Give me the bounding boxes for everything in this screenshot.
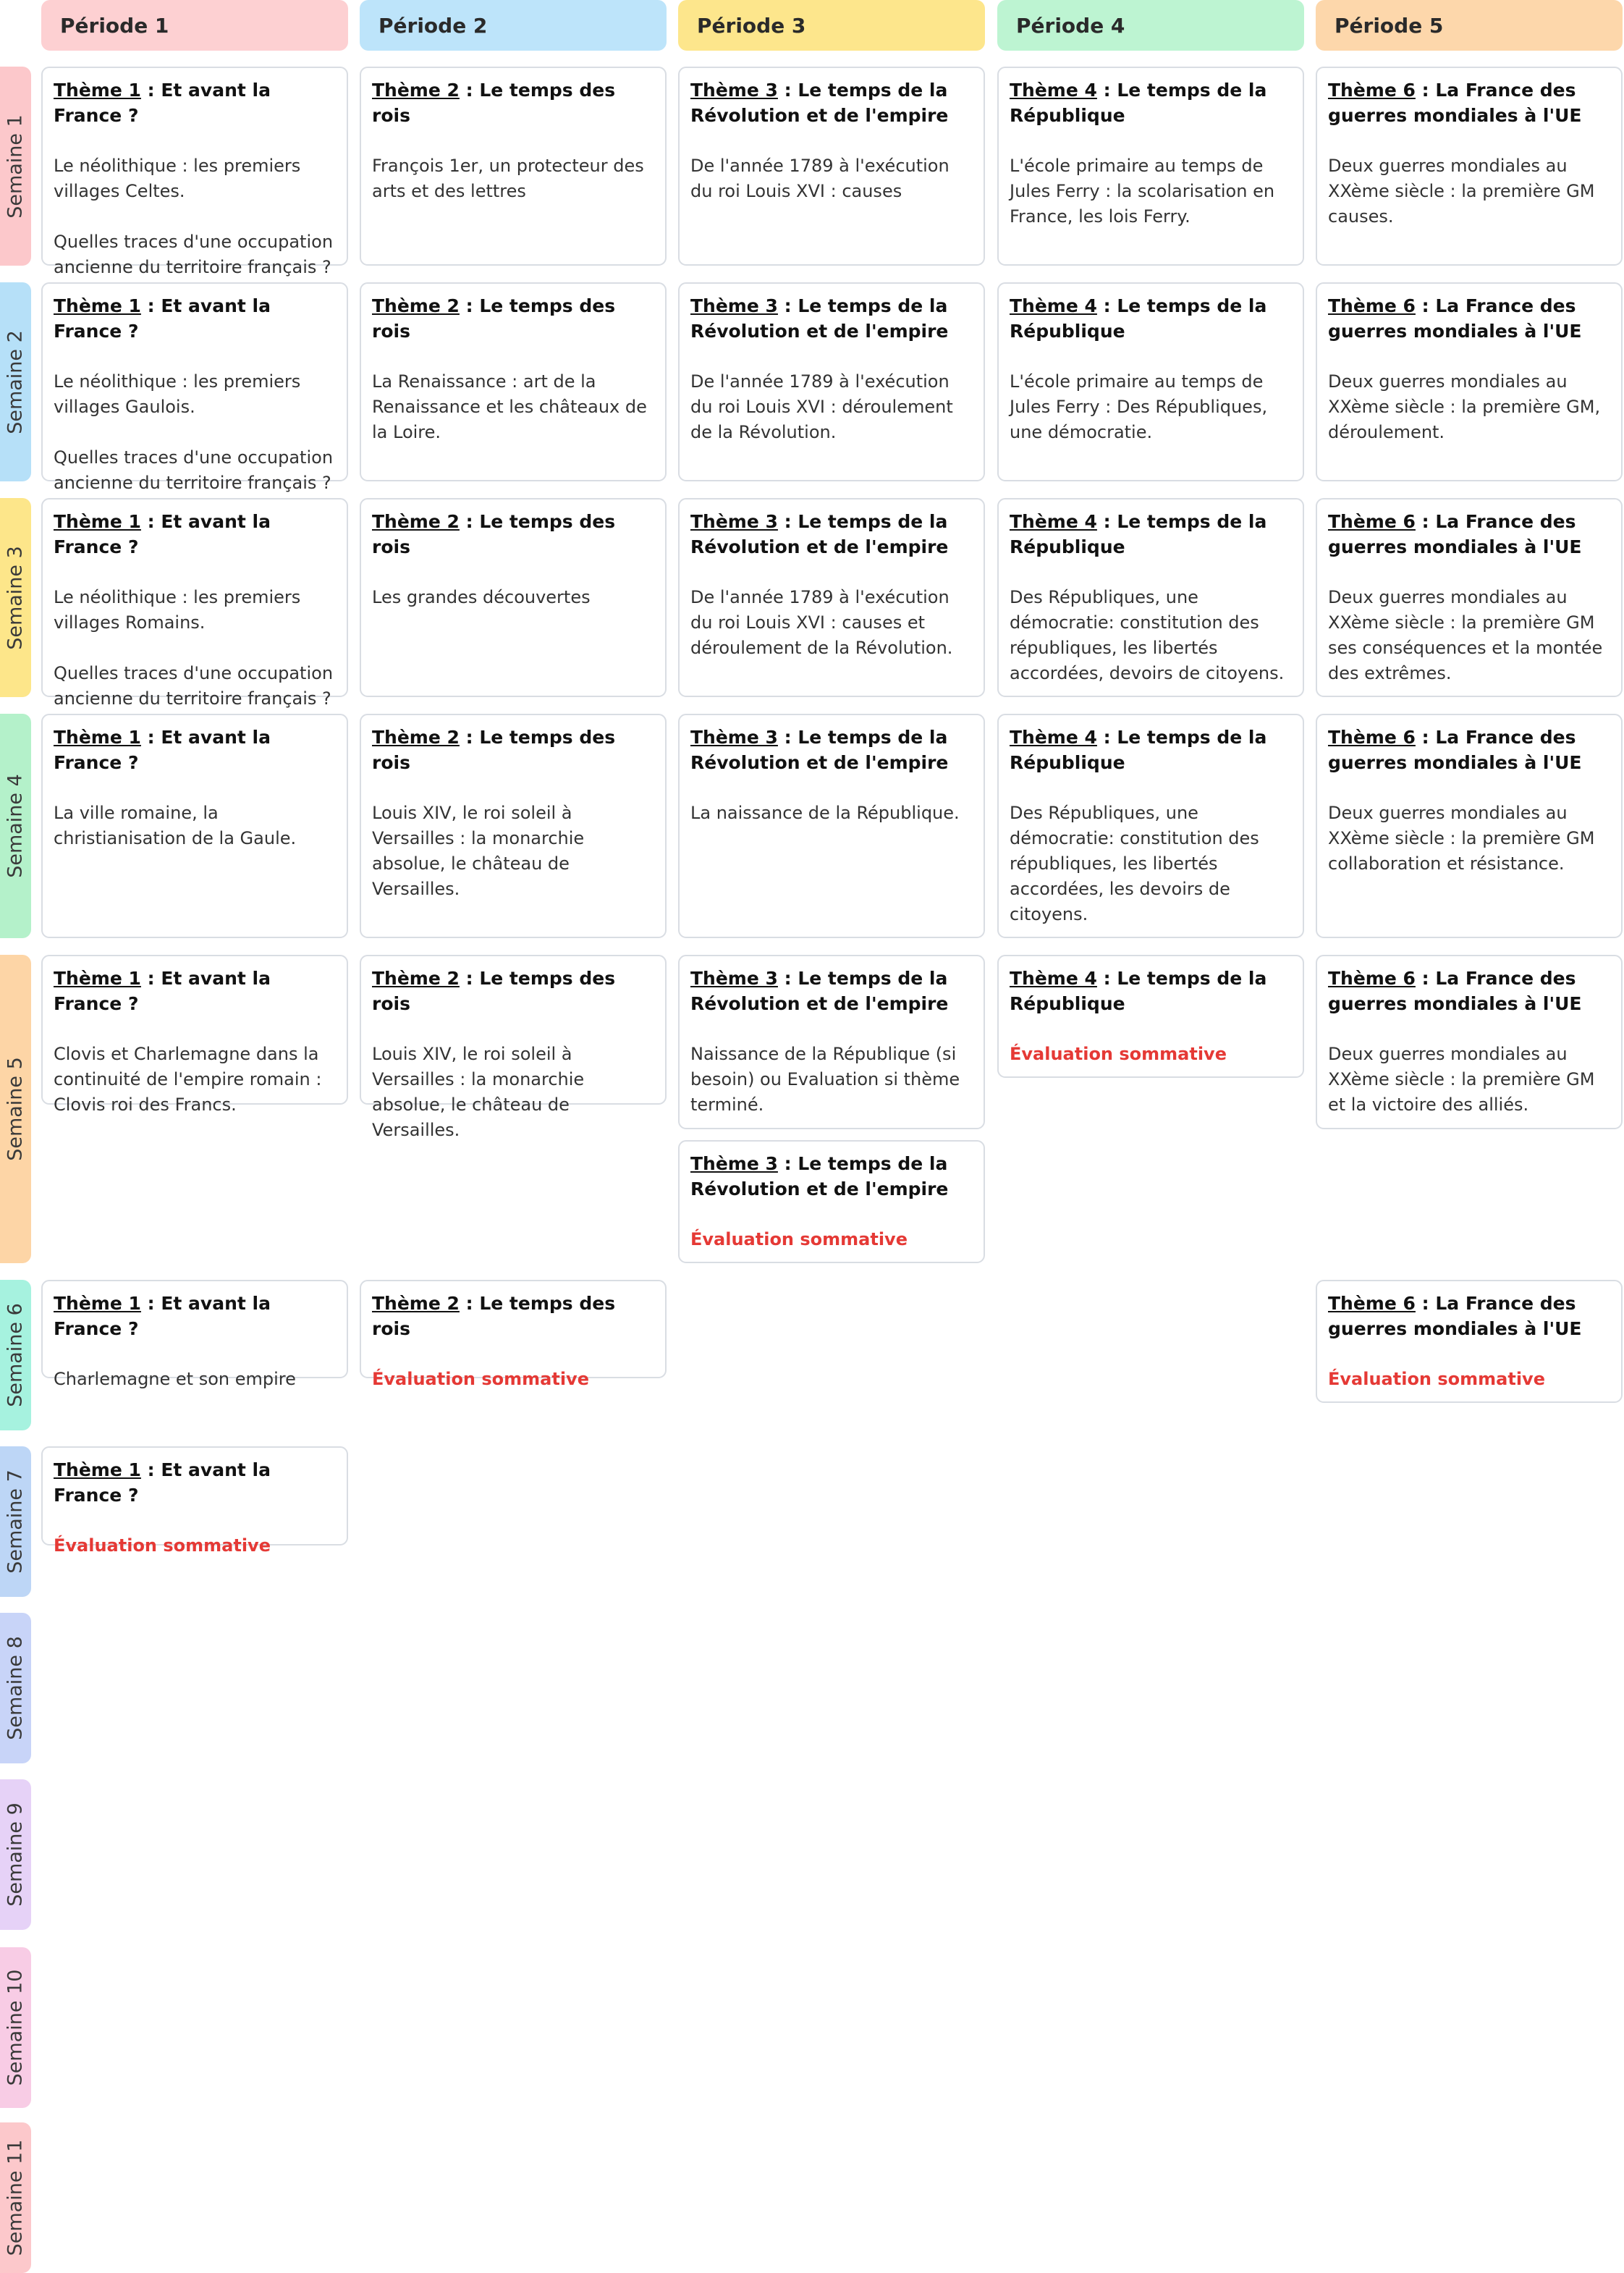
card-text: La naissance de la République.	[690, 803, 960, 823]
theme-number: Thème 1	[54, 1293, 141, 1314]
theme-title: Le temps de la Révolution et de l'empire	[690, 968, 949, 1014]
lesson-card[interactable]	[678, 714, 985, 938]
theme-number: Thème 6	[1328, 80, 1416, 101]
card-title: Thème 2 : Le temps des rois	[372, 80, 616, 126]
evaluation-card[interactable]	[1316, 1280, 1623, 1403]
theme-title: La France des guerres mondiales à l'UE	[1328, 80, 1582, 126]
card-title: Thème 2 : Le temps des rois	[372, 1293, 616, 1339]
theme-title: Et avant la France ?	[54, 1293, 271, 1339]
theme-number: Thème 6	[1328, 511, 1416, 532]
lesson-card[interactable]	[678, 282, 985, 481]
theme-title: La France des guerres mondiales à l'UE	[1328, 511, 1582, 557]
week-tab-10	[0, 1947, 31, 2108]
theme-title: Et avant la France ?	[54, 511, 271, 557]
theme-title: Le temps des rois	[372, 727, 616, 773]
lesson-card[interactable]	[1316, 282, 1623, 481]
evaluation-label: Évaluation sommative	[690, 1229, 908, 1249]
theme-title: Et avant la France ?	[54, 727, 271, 773]
theme-number: Thème 6	[1328, 968, 1416, 989]
card-title: Thème 4 : Le temps de la République	[1010, 968, 1267, 1014]
lesson-card[interactable]	[1316, 955, 1623, 1129]
card-text: François 1er, un protecteur des arts et des lettres	[372, 156, 644, 201]
week-label: Semaine 10	[4, 1969, 27, 2086]
theme-number: Thème 4	[1010, 80, 1097, 101]
theme-title: Et avant la France ?	[54, 80, 271, 126]
lesson-card[interactable]	[41, 67, 348, 277]
theme-title: Le temps de la Révolution et de l'empire	[690, 727, 949, 773]
lesson-card[interactable]	[997, 282, 1304, 481]
card-title: Thème 3 : Le temps de la Révolution et de l'empire	[690, 968, 949, 1014]
card-title: Thème 6 : La France des guerres mondiales à l'UE	[1328, 511, 1582, 557]
card-text: Charlemagne et son empire	[54, 1369, 296, 1389]
theme-number: Thème 2	[372, 511, 460, 532]
card-text: Le néolithique : les premiers villages Celtes.	[54, 156, 301, 201]
period-header-2	[360, 0, 667, 51]
theme-title: La France des guerres mondiales à l'UE	[1328, 295, 1582, 342]
theme-title: Et avant la France ?	[54, 295, 271, 342]
theme-number: Thème 2	[372, 968, 460, 989]
evaluation-card[interactable]	[678, 1140, 985, 1263]
card-title: Thème 2 : Le temps des rois	[372, 295, 616, 342]
theme-title: La France des guerres mondiales à l'UE	[1328, 1293, 1582, 1339]
evaluation-label: Évaluation sommative	[54, 1535, 271, 1556]
theme-number: Thème 2	[372, 80, 460, 101]
week-tab-8	[0, 1613, 31, 1763]
card-text: Naissance de la République (si besoin) ou Evaluation si thème terminé.	[690, 1044, 960, 1115]
evaluation-label: Évaluation sommative	[1010, 1044, 1227, 1064]
theme-title: Le temps des rois	[372, 295, 616, 342]
theme-title: La France des guerres mondiales à l'UE	[1328, 968, 1582, 1014]
theme-title: Et avant la France ?	[54, 1459, 271, 1506]
evaluation-label: Évaluation sommative	[372, 1369, 589, 1389]
theme-title: Le temps de la Révolution et de l'empire	[690, 295, 949, 342]
theme-number: Thème 2	[372, 295, 460, 316]
evaluation-card[interactable]	[997, 955, 1304, 1078]
lesson-card[interactable]	[41, 498, 348, 709]
week-label: Semaine 11	[4, 2139, 27, 2256]
card-text: Deux guerres mondiales au XXème siècle : la première GM ses conséquences et la montée des extrêmes.	[1328, 587, 1603, 683]
card-text: Louis XIV, le roi soleil à Versailles : la monarchie absolue, le château de Versailles.	[372, 803, 585, 899]
card-text: Des Républiques, une démocratie: constitution des républiques, les libertés accordées, devoirs de citoyens.	[1010, 587, 1285, 683]
period-header-label: Période 5	[1335, 13, 1444, 38]
lesson-card[interactable]	[360, 67, 667, 266]
card-text: Le néolithique : les premiers villages Gaulois.	[54, 371, 301, 417]
lesson-card[interactable]	[41, 282, 348, 493]
period-header-label: Période 1	[60, 13, 169, 38]
week-label: Semaine 4	[4, 774, 27, 878]
period-header-1	[41, 0, 348, 51]
card-title: Thème 4 : Le temps de la République	[1010, 80, 1267, 126]
card-text: Quelles traces d'une occupation ancienne du territoire français ?	[54, 663, 334, 709]
week-tab-3	[0, 498, 31, 697]
card-title: Thème 6 : La France des guerres mondiales à l'UE	[1328, 295, 1582, 342]
card-text: De l'année 1789 à l'exécution du roi Louis XVI : causes	[690, 156, 950, 201]
card-title: Thème 3 : Le temps de la Révolution et de l'empire	[690, 1153, 949, 1199]
week-tab-2	[0, 282, 31, 481]
card-text: L'école primaire au temps de Jules Ferry : Des Républiques, une démocratie.	[1010, 371, 1268, 442]
card-title: Thème 2 : Le temps des rois	[372, 511, 616, 557]
period-header-label: Période 3	[697, 13, 806, 38]
theme-number: Thème 6	[1328, 727, 1416, 748]
lesson-card[interactable]	[1316, 714, 1623, 938]
week-label: Semaine 5	[4, 1057, 27, 1161]
theme-title: Le temps de la République	[1010, 727, 1267, 773]
theme-number: Thème 3	[690, 511, 778, 532]
evaluation-card[interactable]	[360, 1280, 667, 1389]
theme-number: Thème 6	[1328, 1293, 1416, 1314]
lesson-card[interactable]	[41, 955, 348, 1115]
theme-title: Le temps des rois	[372, 80, 616, 126]
card-title: Thème 1 : Et avant la France ?	[54, 80, 271, 126]
card-text: Les grandes découvertes	[372, 587, 591, 607]
card-title: Thème 4 : Le temps de la République	[1010, 511, 1267, 557]
lesson-card[interactable]	[678, 955, 985, 1129]
lesson-card[interactable]	[1316, 498, 1623, 697]
week-tab-4	[0, 714, 31, 938]
week-tab-9	[0, 1779, 31, 1930]
theme-number: Thème 3	[690, 727, 778, 748]
theme-number: Thème 1	[54, 511, 141, 532]
lesson-card[interactable]	[360, 955, 667, 1140]
card-title: Thème 2 : Le temps des rois	[372, 968, 616, 1014]
card-title: Thème 1 : Et avant la France ?	[54, 968, 271, 1014]
theme-number: Thème 4	[1010, 511, 1097, 532]
card-title: Thème 3 : Le temps de la Révolution et de l'empire	[690, 295, 949, 342]
card-text: La Renaissance : art de la Renaissance et les châteaux de la Loire.	[372, 371, 647, 442]
card-title: Thème 1 : Et avant la France ?	[54, 295, 271, 342]
card-title: Thème 6 : La France des guerres mondiales à l'UE	[1328, 80, 1582, 126]
card-text: Deux guerres mondiales au XXème siècle : la première GM, déroulement.	[1328, 371, 1601, 442]
card-title: Thème 4 : Le temps de la République	[1010, 727, 1267, 773]
theme-number: Thème 1	[54, 968, 141, 989]
card-title: Thème 2 : Le temps des rois	[372, 727, 616, 773]
card-text: Deux guerres mondiales au XXème siècle : la première GM causes.	[1328, 156, 1595, 227]
week-tab-1	[0, 67, 31, 266]
week-tab-7	[0, 1446, 31, 1597]
theme-number: Thème 4	[1010, 727, 1097, 748]
theme-number: Thème 4	[1010, 968, 1097, 989]
card-title: Thème 3 : Le temps de la Révolution et de l'empire	[690, 727, 949, 773]
card-text: Quelles traces d'une occupation ancienne du territoire français ?	[54, 232, 334, 277]
evaluation-card[interactable]	[41, 1446, 348, 1556]
card-text: L'école primaire au temps de Jules Ferry : la scolarisation en France, les lois Ferry.	[1010, 156, 1275, 227]
theme-title: Le temps des rois	[372, 511, 616, 557]
week-tab-6	[0, 1280, 31, 1430]
week-label: Semaine 9	[4, 1802, 27, 1907]
week-label: Semaine 3	[4, 545, 27, 650]
card-title: Thème 4 : Le temps de la République	[1010, 295, 1267, 342]
theme-number: Thème 4	[1010, 295, 1097, 316]
theme-title: Le temps de la Révolution et de l'empire	[690, 1153, 949, 1199]
theme-title: Le temps de la Révolution et de l'empire	[690, 511, 949, 557]
theme-title: Et avant la France ?	[54, 968, 271, 1014]
theme-title: Le temps de la République	[1010, 968, 1267, 1014]
lesson-card[interactable]	[360, 498, 667, 697]
theme-number: Thème 3	[690, 1153, 778, 1174]
card-title: Thème 3 : Le temps de la Révolution et de l'empire	[690, 80, 949, 126]
period-header-label: Période 4	[1016, 13, 1125, 38]
card-title: Thème 1 : Et avant la France ?	[54, 727, 271, 773]
period-header-4	[997, 0, 1304, 51]
theme-title: Le temps de la République	[1010, 511, 1267, 557]
week-tab-5	[0, 955, 31, 1263]
theme-number: Thème 2	[372, 727, 460, 748]
card-text: La ville romaine, la christianisation de la Gaule.	[54, 803, 297, 848]
card-text: Louis XIV, le roi soleil à Versailles : la monarchie absolue, le château de Versailles.	[372, 1044, 585, 1140]
card-title: Thème 1 : Et avant la France ?	[54, 1459, 271, 1506]
theme-number: Thème 1	[54, 727, 141, 748]
lesson-card[interactable]	[997, 67, 1304, 266]
theme-number: Thème 6	[1328, 295, 1416, 316]
card-text: Deux guerres mondiales au XXème siècle : la première GM collaboration et résistance.	[1328, 803, 1595, 874]
lesson-card[interactable]	[997, 714, 1304, 938]
theme-number: Thème 2	[372, 1293, 460, 1314]
theme-number: Thème 3	[690, 968, 778, 989]
card-title: Thème 6 : La France des guerres mondiales à l'UE	[1328, 968, 1582, 1014]
theme-title: Le temps de la Révolution et de l'empire	[690, 80, 949, 126]
card-text: Le néolithique : les premiers villages Romains.	[54, 587, 301, 633]
period-header-3	[678, 0, 985, 51]
card-title: Thème 1 : Et avant la France ?	[54, 1293, 271, 1339]
card-text: Deux guerres mondiales au XXème siècle : la première GM et la victoire des alliés.	[1328, 1044, 1595, 1115]
lesson-card[interactable]	[360, 714, 667, 938]
week-label: Semaine 1	[4, 114, 27, 219]
card-title: Thème 3 : Le temps de la Révolution et de l'empire	[690, 511, 949, 557]
card-title: Thème 6 : La France des guerres mondiales à l'UE	[1328, 1293, 1582, 1339]
lesson-card[interactable]	[997, 498, 1304, 697]
theme-number: Thème 3	[690, 295, 778, 316]
theme-number: Thème 3	[690, 80, 778, 101]
theme-number: Thème 1	[54, 295, 141, 316]
evaluation-label: Évaluation sommative	[1328, 1369, 1545, 1389]
theme-title: Le temps de la République	[1010, 80, 1267, 126]
theme-number: Thème 1	[54, 80, 141, 101]
lesson-card[interactable]	[1316, 67, 1623, 266]
week-tab-11	[0, 2122, 31, 2273]
period-header-5	[1316, 0, 1623, 51]
card-text: Des Républiques, une démocratie: constitution des républiques, les libertés accordées, les devoirs de citoyens.	[1010, 803, 1259, 924]
week-label: Semaine 2	[4, 329, 27, 434]
theme-title: La France des guerres mondiales à l'UE	[1328, 727, 1582, 773]
card-text: Quelles traces d'une occupation ancienne du territoire français ?	[54, 447, 334, 493]
week-label: Semaine 6	[4, 1303, 27, 1407]
theme-title: Le temps des rois	[372, 968, 616, 1014]
lesson-card[interactable]	[360, 282, 667, 481]
card-text: Clovis et Charlemagne dans la continuité de l'empire romain : Clovis roi des Francs.	[54, 1044, 322, 1115]
card-title: Thème 1 : Et avant la France ?	[54, 511, 271, 557]
lesson-card[interactable]	[678, 498, 985, 697]
card-title: Thème 6 : La France des guerres mondiales à l'UE	[1328, 727, 1582, 773]
week-label: Semaine 8	[4, 1636, 27, 1740]
period-header-label: Période 2	[378, 13, 488, 38]
card-text: De l'année 1789 à l'exécution du roi Louis XVI : causes et déroulement de la Révolution.	[690, 587, 953, 658]
theme-title: Le temps des rois	[372, 1293, 616, 1339]
theme-title: Le temps de la République	[1010, 295, 1267, 342]
lesson-card[interactable]	[678, 67, 985, 266]
lesson-card[interactable]	[41, 714, 348, 938]
card-text: De l'année 1789 à l'exécution du roi Louis XVI : déroulement de la Révolution.	[690, 371, 953, 442]
lesson-card[interactable]	[41, 1280, 348, 1389]
week-label: Semaine 7	[4, 1469, 27, 1574]
theme-number: Thème 1	[54, 1459, 141, 1480]
